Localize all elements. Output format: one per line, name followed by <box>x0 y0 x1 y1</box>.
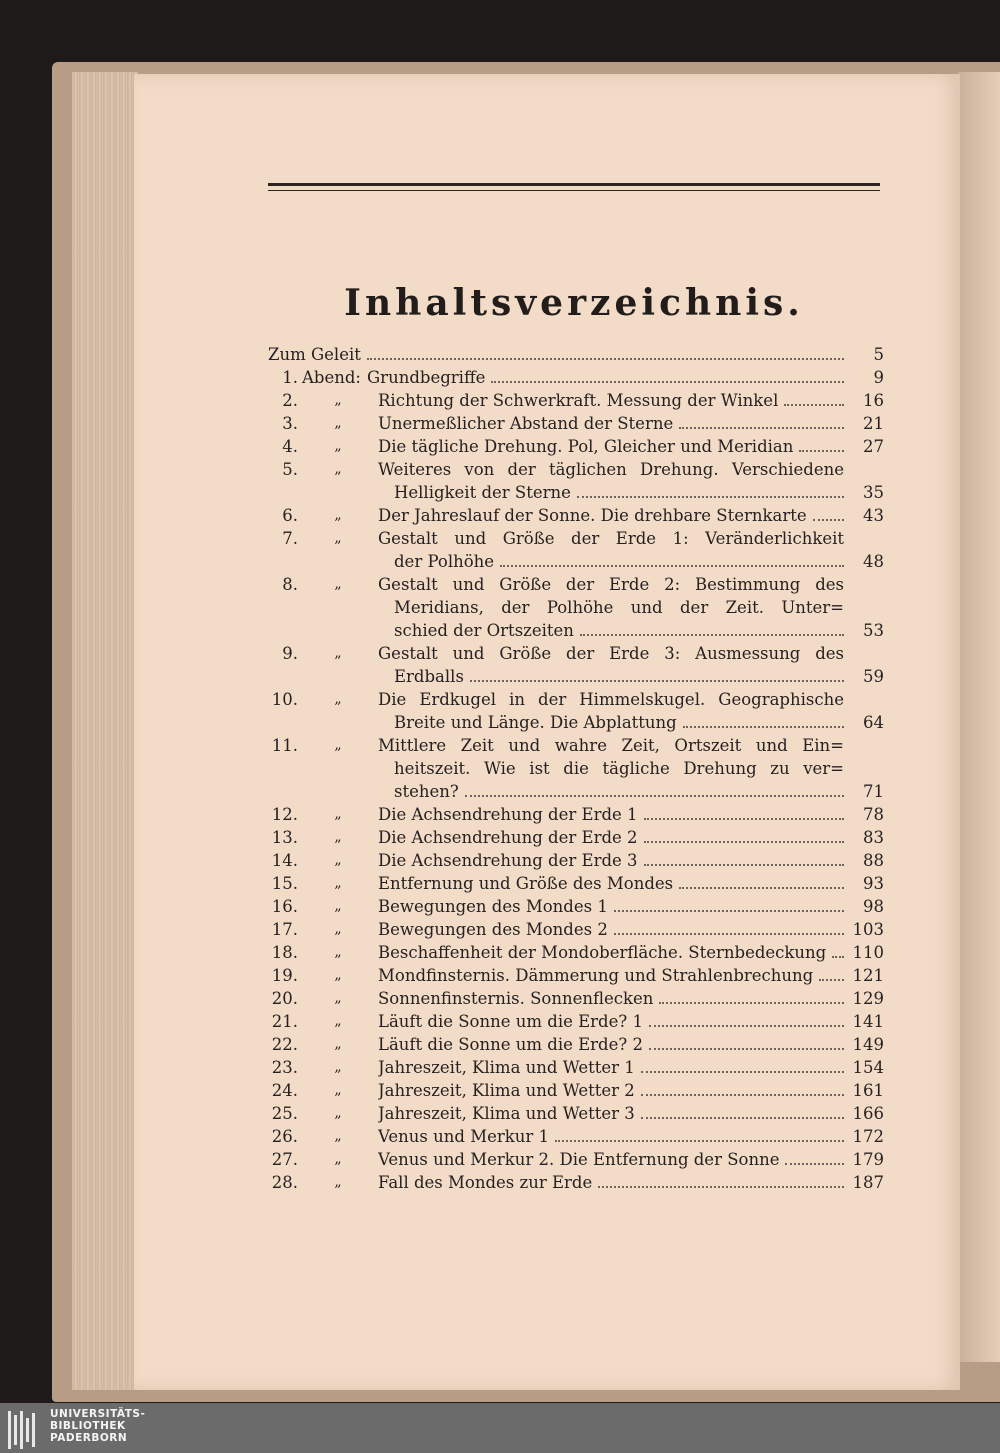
toc-entry-text: Venus und Merkur 2. Die Entfernung der Sonne <box>378 1150 780 1169</box>
leader-dots <box>641 1117 844 1119</box>
toc-row <box>268 458 884 481</box>
toc-row <box>268 895 884 918</box>
toc-row <box>268 1148 884 1171</box>
toc-entry-text: Meridians, der Polhöhe und der Zeit. Unter= <box>394 598 844 617</box>
ditto-mark: „ <box>334 1013 342 1029</box>
toc-row <box>268 1033 884 1056</box>
toc-entry-text: Unermeßlicher Abstand der Sterne <box>378 414 674 433</box>
page-number: 27 <box>863 437 884 456</box>
toc-row <box>268 803 884 826</box>
toc-row <box>268 688 884 711</box>
toc-entry-text: Läuft die Sonne um die Erde? 1 <box>378 1012 643 1031</box>
page-number: 53 <box>863 621 884 640</box>
toc-entry-text: Beschaffenheit der Mondoberfläche. Sternbedeckung <box>378 943 827 962</box>
chapter-number: 18. <box>271 943 298 962</box>
toc-entry-text: der Polhöhe <box>394 552 495 571</box>
toc-entry-text: Gestalt und Größe der Erde 1: Veränderlichkeit <box>378 529 844 548</box>
ditto-mark: „ <box>334 576 342 592</box>
toc-row <box>268 504 884 527</box>
chapter-number: 4. <box>282 437 298 456</box>
leader-dots <box>644 864 844 866</box>
leader-dots <box>813 519 844 521</box>
ditto-mark: „ <box>334 645 342 661</box>
leader-dots <box>785 1163 844 1165</box>
page-number: 129 <box>852 989 884 1008</box>
page-number: 110 <box>852 943 884 962</box>
chapter-number: 24. <box>271 1081 298 1100</box>
toc-entry-text: Bewegungen des Mondes 1 <box>378 897 608 916</box>
toc-entry-text: Mittlere Zeit und wahre Zeit, Ortszeit und Ein= <box>378 736 844 755</box>
toc-row <box>268 711 884 734</box>
toc-row <box>268 435 884 458</box>
ditto-mark: „ <box>334 691 342 707</box>
page-number: 98 <box>863 897 884 916</box>
ditto-mark: „ <box>334 392 342 408</box>
toc-entry-text: Jahreszeit, Klima und Wetter 3 <box>378 1104 635 1123</box>
library-logo-bar <box>0 1403 1000 1453</box>
page-number: 179 <box>852 1150 884 1169</box>
toc-row <box>268 964 884 987</box>
ditto-mark: „ <box>334 898 342 914</box>
page-title: Inhaltsverzeichnis. <box>344 282 804 324</box>
toc-entry-text: Jahreszeit, Klima und Wetter 1 <box>378 1058 635 1077</box>
toc-row <box>268 573 884 596</box>
toc-entry-text: Gestalt und Größe der Erde 2: Bestimmung des <box>378 575 844 594</box>
page-number: 103 <box>852 920 884 939</box>
page-number: 78 <box>863 805 884 824</box>
toc-entry-text: Erdballs <box>394 667 464 686</box>
toc-entry-text: schied der Ortszeiten <box>394 621 574 640</box>
toc-row <box>268 481 884 504</box>
toc-row <box>268 550 884 573</box>
toc-row <box>268 1079 884 1102</box>
toc-entry-text: Die Achsendrehung der Erde 2 <box>378 828 638 847</box>
ditto-mark: „ <box>334 852 342 868</box>
toc-entry-text: Helligkeit der Sterne <box>394 483 571 502</box>
toc-row <box>268 826 884 849</box>
leader-dots <box>598 1186 844 1188</box>
toc-row <box>268 642 884 665</box>
page-number: 121 <box>852 966 884 985</box>
top-rule-thick <box>268 183 880 186</box>
chapter-number: 8. <box>282 575 298 594</box>
toc-row <box>268 366 884 389</box>
leader-dots <box>679 887 844 889</box>
leader-dots <box>819 979 844 981</box>
ditto-mark: „ <box>334 507 342 523</box>
leader-dots <box>491 381 844 383</box>
chapter-number: 21. <box>271 1012 298 1031</box>
toc-entry-text: Zum Geleit <box>268 345 361 364</box>
ditto-mark: „ <box>334 530 342 546</box>
toc-row <box>268 987 884 1010</box>
ditto-mark: „ <box>334 921 342 937</box>
chapter-number: 10. <box>271 690 298 709</box>
chapter-number: 15. <box>271 874 298 893</box>
leader-dots <box>784 404 844 406</box>
toc-row <box>268 1102 884 1125</box>
toc-entry-text: Gestalt und Größe der Erde 3: Ausmessung des <box>378 644 844 663</box>
chapter-number: 27. <box>271 1150 298 1169</box>
ditto-mark: „ <box>334 461 342 477</box>
toc-row <box>268 734 884 757</box>
library-logo-icon <box>8 1411 42 1449</box>
toc-entry-text: Mondfinsternis. Dämmerung und Strahlenbrechung <box>378 966 814 985</box>
chapter-number: 12. <box>271 805 298 824</box>
chapter-number: 16. <box>271 897 298 916</box>
chapter-number: 5. <box>282 460 298 479</box>
toc-entry-text: stehen? <box>394 782 459 801</box>
toc-row <box>268 619 884 642</box>
toc-row <box>268 665 884 688</box>
leader-dots <box>367 358 844 360</box>
ditto-mark: „ <box>334 875 342 891</box>
ditto-mark: „ <box>334 1036 342 1052</box>
toc-entry-text: Sonnenfinsternis. Sonnenflecken <box>378 989 654 1008</box>
toc-entry-text: Der Jahreslauf der Sonne. Die drehbare Sternkarte <box>378 506 807 525</box>
toc-row <box>268 780 884 803</box>
toc-row <box>268 1010 884 1033</box>
chapter-number: 20. <box>271 989 298 1008</box>
page-number: 21 <box>863 414 884 433</box>
toc-entry-text: Läuft die Sonne um die Erde? 2 <box>378 1035 643 1054</box>
ditto-mark: „ <box>334 1174 342 1190</box>
chapter-number: 25. <box>271 1104 298 1123</box>
toc-row <box>268 1056 884 1079</box>
ditto-mark: „ <box>334 737 342 753</box>
toc-row <box>268 343 884 366</box>
leader-dots <box>649 1025 844 1027</box>
leader-dots <box>644 841 844 843</box>
ditto-mark: „ <box>334 1059 342 1075</box>
chapter-number: 23. <box>271 1058 298 1077</box>
ditto-mark: „ <box>334 806 342 822</box>
page-number: 59 <box>863 667 884 686</box>
chapter-number: 26. <box>271 1127 298 1146</box>
chapter-number: 19. <box>271 966 298 985</box>
leader-dots <box>641 1094 844 1096</box>
page-number: 172 <box>852 1127 884 1146</box>
leader-dots <box>659 1002 844 1004</box>
toc-entry-text: Venus und Merkur 1 <box>378 1127 549 1146</box>
page-number: 149 <box>852 1035 884 1054</box>
leader-dots <box>500 565 844 567</box>
toc-entry-text: heitszeit. Wie ist die tägliche Drehung zu ver= <box>394 759 844 778</box>
toc-entry-text: Grundbegriffe <box>367 368 486 387</box>
chapter-number: 13. <box>271 828 298 847</box>
page-number: 161 <box>852 1081 884 1100</box>
chapter-number: 17. <box>271 920 298 939</box>
leader-dots <box>470 680 844 682</box>
page-number: 16 <box>863 391 884 410</box>
leader-dots <box>555 1140 844 1142</box>
leader-dots <box>644 818 844 820</box>
toc-entry-text: Weiteres von der täglichen Drehung. Verschiedene <box>378 460 844 479</box>
page-number: 9 <box>873 368 884 387</box>
leader-dots <box>465 795 844 797</box>
chapter-number: 7. <box>282 529 298 548</box>
toc-row <box>268 527 884 550</box>
top-rule-thin <box>268 190 880 191</box>
ditto-mark: „ <box>334 438 342 454</box>
page-number: 187 <box>852 1173 884 1192</box>
ditto-mark: „ <box>334 1105 342 1121</box>
leader-dots <box>799 450 844 452</box>
toc-entry-text: Die tägliche Drehung. Pol, Gleicher und Meridian <box>378 437 794 456</box>
toc-row <box>268 872 884 895</box>
chapter-number: 6. <box>282 506 298 525</box>
page-number: 166 <box>852 1104 884 1123</box>
toc-row <box>268 1125 884 1148</box>
page-number: 5 <box>873 345 884 364</box>
page-number: 83 <box>863 828 884 847</box>
leader-dots <box>577 496 844 498</box>
toc-row <box>268 918 884 941</box>
toc-row <box>268 389 884 412</box>
page-number: 154 <box>852 1058 884 1077</box>
page-number: 141 <box>852 1012 884 1031</box>
facing-page-edge <box>958 72 1000 1362</box>
chapter-number: 9. <box>282 644 298 663</box>
page-number: 35 <box>863 483 884 502</box>
ditto-mark: „ <box>334 990 342 1006</box>
toc-entry-text: Jahreszeit, Klima und Wetter 2 <box>378 1081 635 1100</box>
chapter-number: 3. <box>282 414 298 433</box>
chapter-number: 14. <box>271 851 298 870</box>
toc-row <box>268 941 884 964</box>
leader-dots <box>614 933 844 935</box>
toc-row <box>268 757 884 780</box>
toc-entry-text: Fall des Mondes zur Erde <box>378 1173 593 1192</box>
page-number: 93 <box>863 874 884 893</box>
toc-entry-text: Breite und Länge. Die Abplattung <box>394 713 677 732</box>
leader-dots <box>832 956 844 958</box>
leader-dots <box>679 427 844 429</box>
leader-dots <box>683 726 844 728</box>
ditto-mark: „ <box>334 1128 342 1144</box>
library-logo-text: UNIVERSITÄTS- BIBLIOTHEK PADERBORN <box>50 1408 146 1444</box>
chapter-number: 28. <box>271 1173 298 1192</box>
ditto-mark: „ <box>334 829 342 845</box>
toc-row <box>268 849 884 872</box>
leader-dots <box>580 634 844 636</box>
leader-dots <box>649 1048 844 1050</box>
chapter-number: 2. <box>282 391 298 410</box>
page-number: 43 <box>863 506 884 525</box>
page-number: 64 <box>863 713 884 732</box>
toc-entry-text: Entfernung und Größe des Mondes <box>378 874 674 893</box>
toc-row <box>268 596 884 619</box>
toc-entry-text: Richtung der Schwerkraft. Messung der Winkel <box>378 391 779 410</box>
chapter-number: 11. <box>271 736 298 755</box>
page-number: 71 <box>863 782 884 801</box>
chapter-number: 1. <box>282 368 298 387</box>
abend-label: Abend: <box>302 368 361 387</box>
toc-entry-text: Die Achsendrehung der Erde 3 <box>378 851 638 870</box>
page-edges <box>72 72 138 1390</box>
ditto-mark: „ <box>334 1151 342 1167</box>
table-of-contents <box>268 343 884 1194</box>
leader-dots <box>641 1071 844 1073</box>
ditto-mark: „ <box>334 944 342 960</box>
leader-dots <box>614 910 844 912</box>
toc-entry-text: Die Achsendrehung der Erde 1 <box>378 805 638 824</box>
ditto-mark: „ <box>334 415 342 431</box>
chapter-number: 22. <box>271 1035 298 1054</box>
toc-row <box>268 1171 884 1194</box>
ditto-mark: „ <box>334 967 342 983</box>
page-number: 48 <box>863 552 884 571</box>
toc-row <box>268 412 884 435</box>
ditto-mark: „ <box>334 1082 342 1098</box>
toc-entry-text: Bewegungen des Mondes 2 <box>378 920 608 939</box>
page-number: 88 <box>863 851 884 870</box>
toc-entry-text: Die Erdkugel in der Himmelskugel. Geographische <box>378 690 844 709</box>
